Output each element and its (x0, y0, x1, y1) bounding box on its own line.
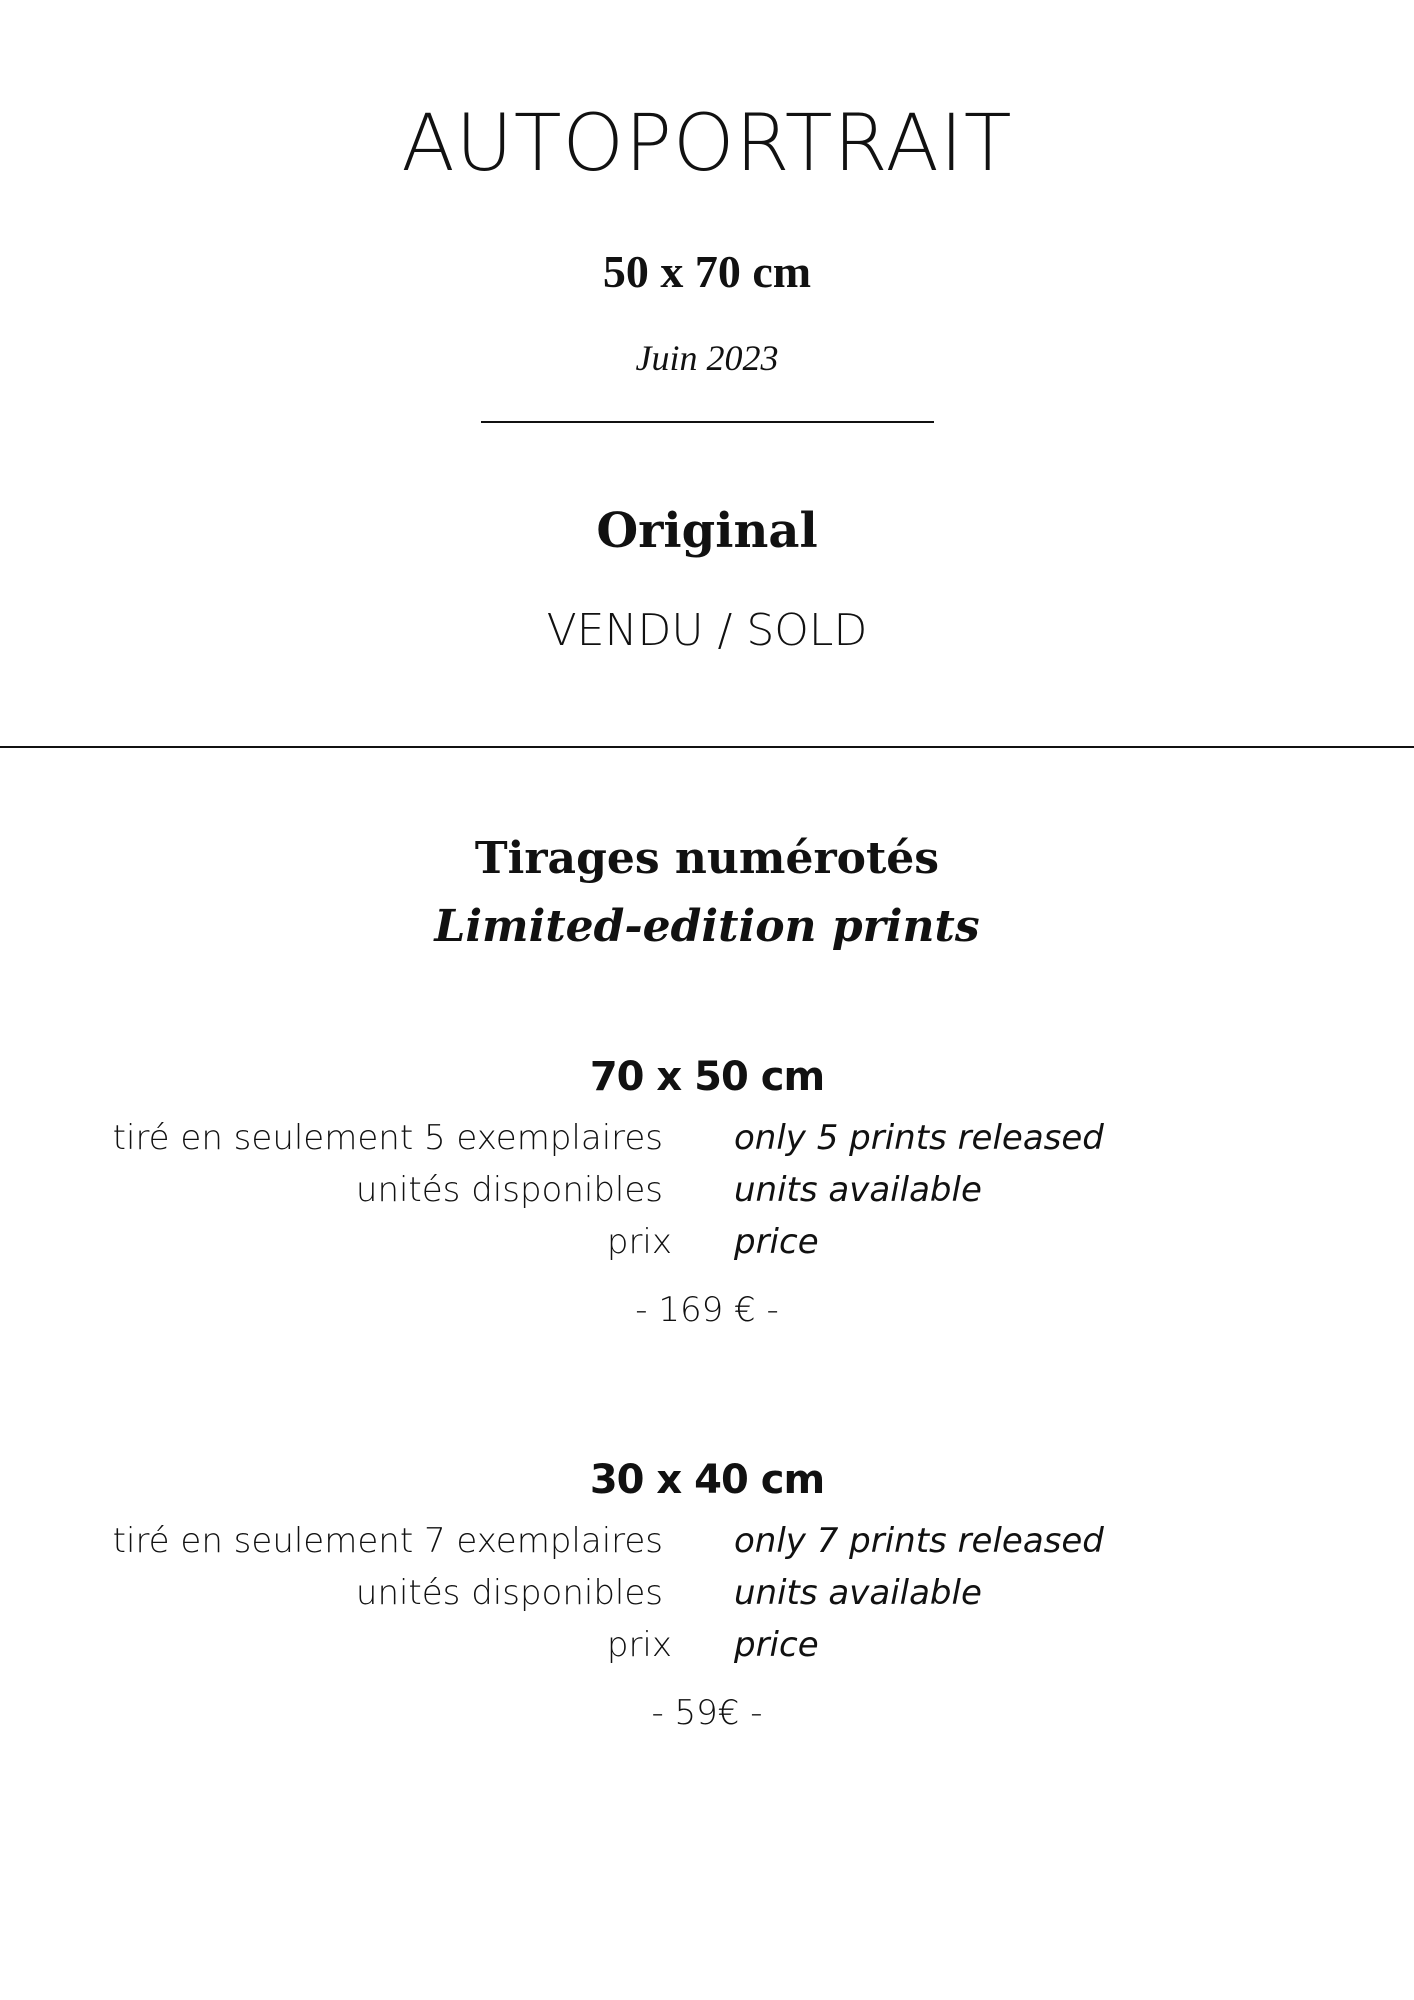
available-fr: unités disponibles (355, 1573, 663, 1613)
price-label-row (0, 1220, 1414, 1264)
available-en: units available (734, 1170, 982, 1210)
copies-row (0, 1116, 1414, 1160)
prints-subheading: Limited-edition prints (434, 901, 980, 952)
price-label-fr: prix (606, 1222, 672, 1262)
copies-en: only 5 prints released (734, 1118, 1104, 1158)
availability-row (0, 1571, 1414, 1615)
section-divider (0, 746, 1414, 748)
edition-size: 70 x 50 cm (589, 1054, 825, 1100)
original-label: Original (596, 503, 818, 559)
copies-en: only 7 prints released (734, 1521, 1104, 1561)
price-label-en: price (734, 1625, 819, 1665)
available-en: units available (734, 1573, 982, 1613)
edition-price: - 59€ - (651, 1693, 763, 1733)
artwork-title: AUTOPORTRAIT (401, 99, 1013, 189)
availability-row (0, 1168, 1414, 1212)
edition-price: - 169 € - (635, 1290, 779, 1330)
artwork-dimensions: 50 x 70 cm (602, 246, 812, 297)
available-fr: unités disponibles (355, 1170, 663, 1210)
copies-fr: tiré en seulement 5 exemplaires (112, 1118, 663, 1158)
price-label-en: price (734, 1222, 819, 1262)
edition-size: 30 x 40 cm (589, 1457, 825, 1503)
copies-row (0, 1519, 1414, 1563)
artwork-date: Juin 2023 (635, 338, 779, 378)
price-label-fr: prix (606, 1625, 672, 1665)
title-divider (481, 421, 934, 423)
prints-heading: Tirages numérotés (474, 833, 940, 884)
sold-status: VENDU / SOLD (546, 605, 868, 656)
copies-fr: tiré en seulement 7 exemplaires (112, 1521, 663, 1561)
price-label-row (0, 1623, 1414, 1667)
